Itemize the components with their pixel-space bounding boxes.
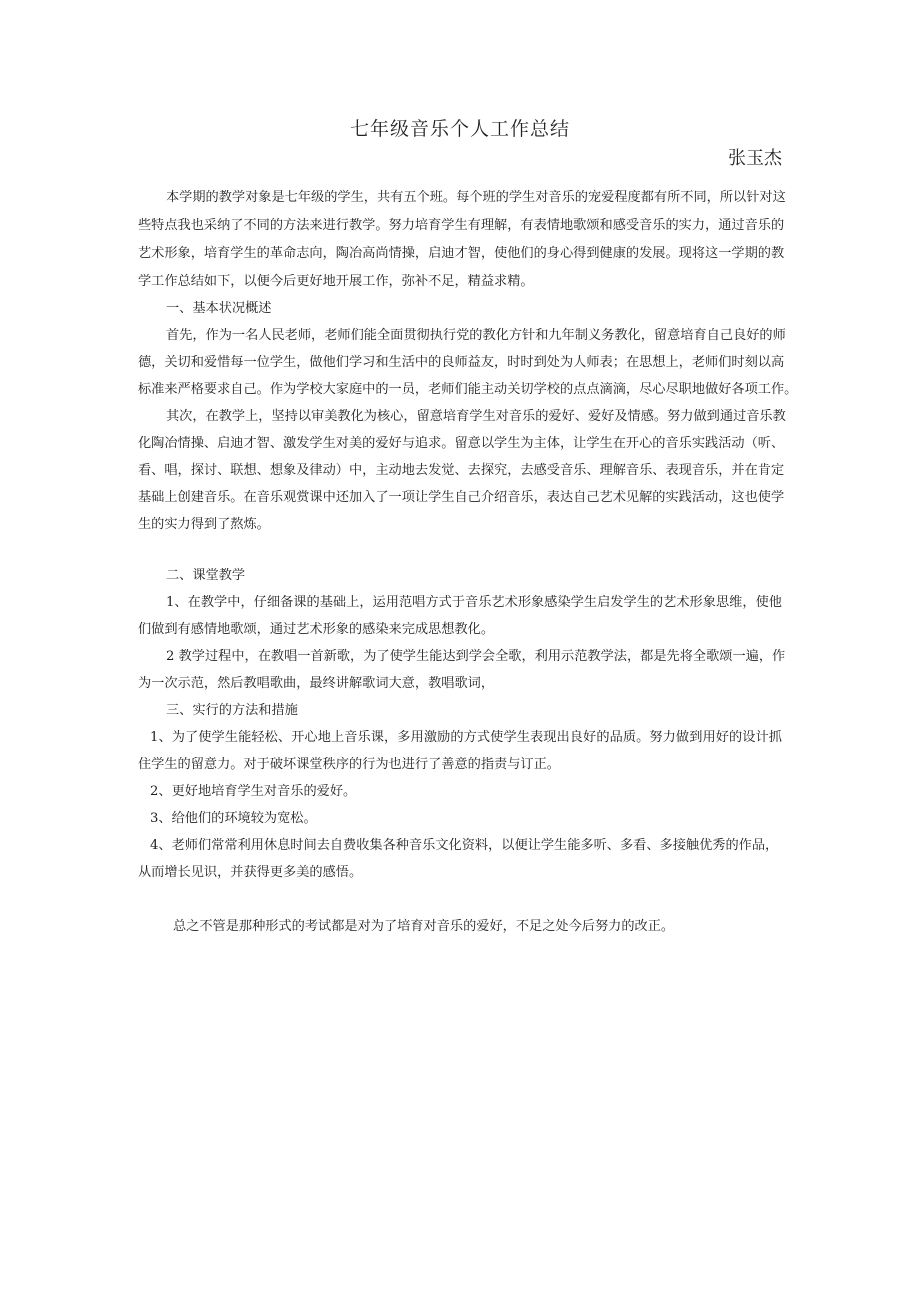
section-heading-2: 二、课堂教学 — [166, 568, 246, 583]
section2-item2-line-1: 2 教学过程中，在教唱一首新歌，为了使学生能达到学会全歌，利用示范教学法，都是先将全歌颂一遍，作 — [166, 649, 786, 664]
section2-item1-line-2: 们做到有感情地歌颂，通过艺术形象的感染来完成思想教化。 — [138, 622, 495, 637]
section1-para2-line-5: 生的实力得到了熬炼。 — [138, 517, 270, 532]
section1-para1-line-2: 德，关切和爱惜每一位学生，做他们学习和生活中的良师益友，时时到处为人师表；在思想上，老师们时刻以高 — [138, 355, 785, 370]
page-title: 七年级音乐个人工作总结 — [349, 118, 570, 140]
section3-item3: 3、给他们的环境较为宽松。 — [150, 811, 317, 826]
intro-line-2: 些特点我也采纳了不同的方法来进行教学。努力培育学生有理解，有表情地歌颂和感受音乐的实力，通过音乐的 — [138, 218, 785, 233]
author-name: 张玉杰 — [728, 148, 782, 169]
section1-para2-line-1: 其次，在教学上，坚持以审美教化为核心，留意培育学生对音乐的爱好、爱好及情感。努力做到通过音乐教 — [166, 409, 786, 424]
section2-item2-line-2: 为一次示范，然后教唱歌曲，最终讲解歌词大意，教唱歌词， — [138, 676, 495, 691]
section1-para2-line-3: 看、唱，探讨、联想、想象及律动）中，主动地去发觉、去探究，去感受音乐、理解音乐、表现音乐，并在肯定 — [138, 463, 785, 478]
section1-para1-line-1: 首先，作为一名人民老师，老师们能全面贯彻执行党的教化方针和九年制义务教化，留意培育自己良好的师 — [166, 328, 786, 343]
section1-para2-line-2: 化陶冶情操、启迪才智、激发学生对美的爱好与追求。留意以学生为主体，让学生在开心的音乐实践活动（听、 — [138, 436, 785, 451]
section-heading-1: 一、基本状况概述 — [166, 301, 272, 316]
section2-item1-line-1: 1、在教学中，仔细备课的基础上，运用范唱方式于音乐艺术形象感染学生启发学生的艺术形象思维，使他 — [166, 595, 782, 610]
intro-line-3: 艺术形象，培育学生的革命志向，陶冶高尚情操，启迪才智，使他们的身心得到健康的发展。现将这一学期的教 — [138, 246, 785, 261]
section1-para2-line-4: 基础上创建音乐。在音乐观赏课中还加入了一项让学生自己介绍音乐，表达自己艺术见解的实践活动，这也使学 — [138, 490, 785, 505]
section3-item1-line-1: 1、为了使学生能轻松、开心地上音乐课，多用激励的方式使学生表现出良好的品质。努力做到用好的设计抓 — [150, 730, 782, 745]
intro-line-1: 本学期的教学对象是七年级的学生，共有五个班。每个班的学生对音乐的宠爱程度都有所不同，所以针对这 — [166, 190, 786, 205]
section3-item4-line-2: 从而增长见识，并获得更多美的感悟。 — [138, 865, 363, 880]
intro-line-4: 学工作总结如下，以便今后更好地开展工作，弥补不足，精益求精。 — [138, 274, 534, 289]
conclusion-line: 总之不管是那种形式的考试都是对为了培育对音乐的爱好，不足之处今后努力的改正。 — [173, 919, 675, 934]
section3-item2: 2、更好地培育学生对音乐的爱好。 — [150, 784, 357, 799]
section3-item1-line-2: 住学生的留意力。对于破坏课堂秩序的行为也进行了善意的指责与订正。 — [138, 757, 560, 772]
section3-item4-line-1: 4、老师们常常利用休息时间去自费收集各种音乐文化资料，以便让学生能多听、多看、多接触优秀的作品， — [150, 838, 779, 853]
section1-para1-line-3: 标准来严格要求自己。作为学校大家庭中的一员，老师们能主动关切学校的点点滴滴，尽心尽职地做好各项工作。 — [138, 382, 798, 397]
section-heading-3: 三、实行的方法和措施 — [166, 703, 298, 718]
